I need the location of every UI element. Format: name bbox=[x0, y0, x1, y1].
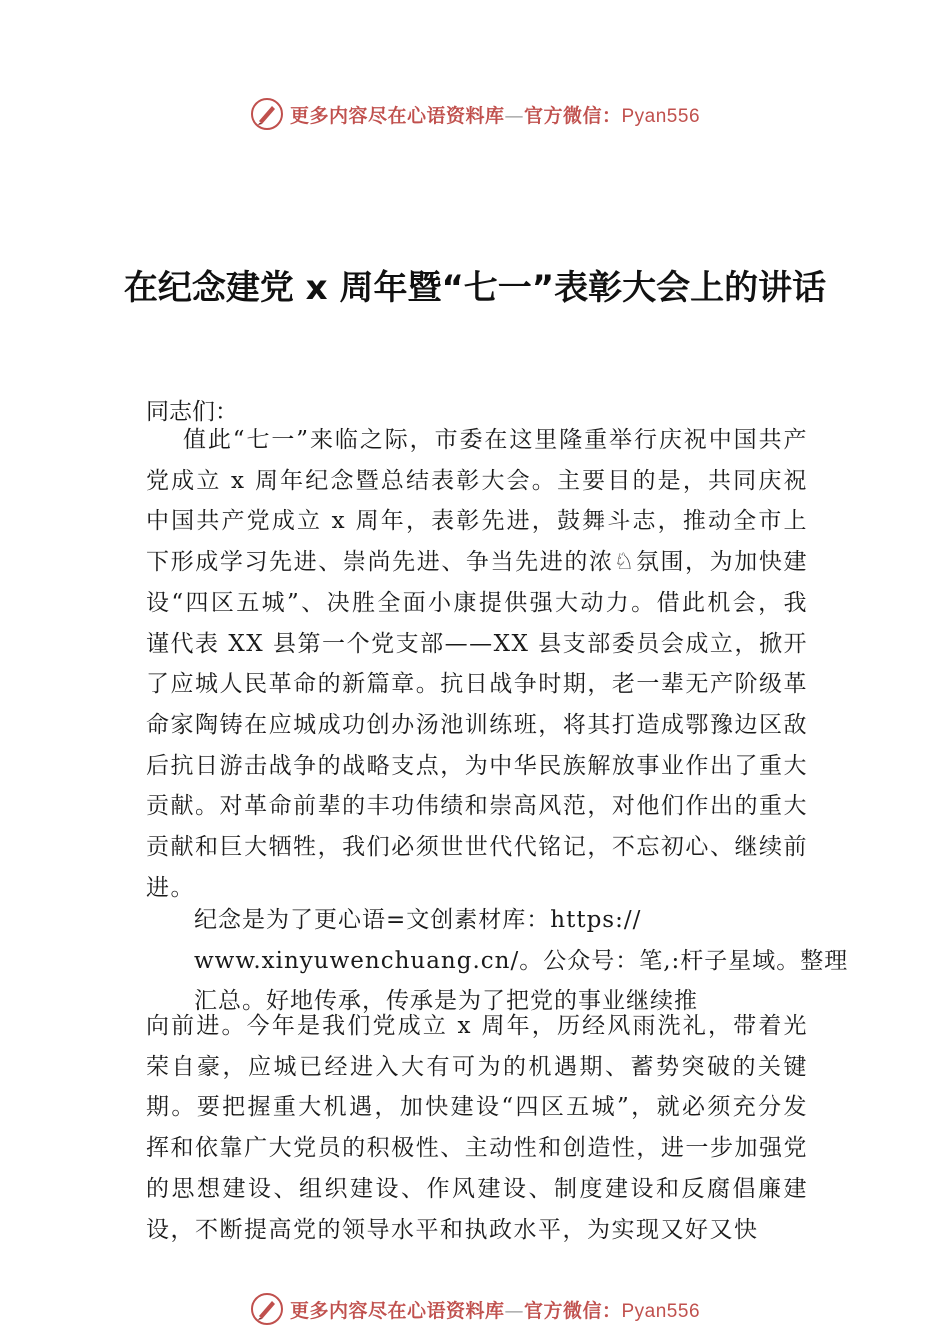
paragraph-1: 值此“七一”来临之际，市委在这里隆重举行庆祝中国共产党成立 x 周年纪念暨总结表彰大会。主要目的是，共同庆祝中国共产党成立 x 周年，表彰先进，鼓舞斗志，推动全市上下形成学习先进、崇尚先进、争当先进的浓♘氛围，为加快建设“四区五城”、决胜全面小康提供强大动力。借此机会，我谨代表 XX 县第一个党支部——XX 县支部委员会成立，掀开了应城人民革命的新篇章。抗日战争时期，老一辈无产阶级革命家陶铸在应城成功创办汤池训练班，将其打造成鄂豫边区敌后抗日游击战争的战略支点，为中华民族解放事业作出了重大贡献。对革命前辈的丰功伟绩和崇高风范，对他们作出的重大贡献和巨大牺牲，我们必须世世代代铭记，不忘初心、继续前进。 bbox=[146, 427, 808, 901]
salutation: 同志们： bbox=[146, 399, 238, 425]
brush-logo-icon bbox=[250, 97, 284, 131]
brush-logo-icon bbox=[250, 1292, 284, 1326]
watermark-text: 更多内容尽在心语资料库—官方微信：Pyan556 bbox=[289, 1299, 701, 1322]
header-watermark bbox=[0, 94, 950, 134]
paragraph-3: 向前进。今年是我们党成立 x 周年，历经风雨洗礼，带着光荣自豪，应城已经进入大有可为的机遇期、蓄势突破的关键期。要把握重大机遇，加快建设“四区五城”，就必须充分发挥和依靠广大党员的积极性、主动性和创造性，进一步加强党的思想建设、组织建设、作风建设、制度建设和反腐倡廉建设，不断提高党的领导水平和执政水平，为实现又好又快 bbox=[146, 1013, 808, 1243]
footer-watermark bbox=[0, 1289, 950, 1329]
paragraph-2-insert: 纪念是为了更心语=文创素材库：https:// www.xinyuwenchuang.cn/。公众号：笔,:杆子星域。整理 汇总。好地传承，传承是为了把党的事业继续推 bbox=[194, 907, 849, 1015]
watermark-text: 更多内容尽在心语资料库—官方微信：Pyan556 bbox=[289, 104, 701, 127]
document-title: 在纪念建党 x 周年暨“七一”表彰大会上的讲话 bbox=[123, 268, 827, 308]
